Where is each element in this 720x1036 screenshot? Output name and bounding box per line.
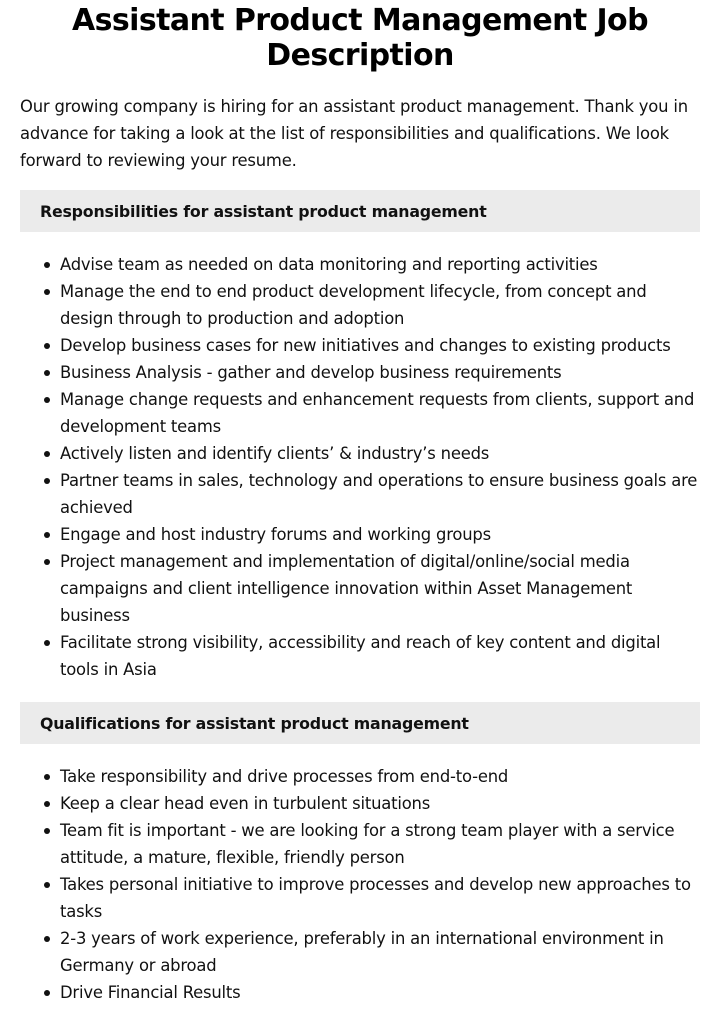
list-item: 2-3 years of work experience, preferably in an international environment in Germany or abroad [60, 925, 700, 979]
job-description-page [0, 3, 720, 1006]
list-item: Facilitate strong visibility, accessibility and reach of key content and digital tools in Asia [60, 629, 700, 683]
qualifications-list [20, 763, 700, 1006]
list-item: Project management and implementation of digital/online/social media campaigns and client intelligence innovation within Asset Management business [60, 548, 700, 629]
responsibilities-list [20, 251, 700, 683]
list-item: Take responsibility and drive processes from end-to-end [60, 763, 700, 790]
list-item: Actively listen and identify clients’ & industry’s needs [60, 440, 700, 467]
list-item: Partner teams in sales, technology and operations to ensure business goals are achieved [60, 467, 700, 521]
list-item: Engage and host industry forums and working groups [60, 521, 700, 548]
list-item: Manage the end to end product development lifecycle, from concept and design through to production and adoption [60, 278, 700, 332]
list-item: Advise team as needed on data monitoring and reporting activities [60, 251, 700, 278]
list-item: Business Analysis - gather and develop business requirements [60, 359, 700, 386]
intro-paragraph: Our growing company is hiring for an assistant product management. Thank you in advance for taking a look at the list of responsibilities and qualifications. We look forward to reviewing your resume. [20, 97, 688, 170]
qualifications-heading: Qualifications for assistant product management [20, 702, 700, 744]
page-title: Assistant Product Management Job Description [72, 3, 648, 73]
list-item: Drive Financial Results [60, 979, 700, 1006]
list-item: Manage change requests and enhancement requests from clients, support and development teams [60, 386, 700, 440]
list-item: Takes personal initiative to improve processes and develop new approaches to tasks [60, 871, 700, 925]
responsibilities-heading: Responsibilities for assistant product management [20, 190, 700, 232]
list-item: Keep a clear head even in turbulent situations [60, 790, 700, 817]
list-item: Develop business cases for new initiatives and changes to existing products [60, 332, 700, 359]
list-item: Team fit is important - we are looking for a strong team player with a service attitude, a mature, flexible, friendly person [60, 817, 700, 871]
